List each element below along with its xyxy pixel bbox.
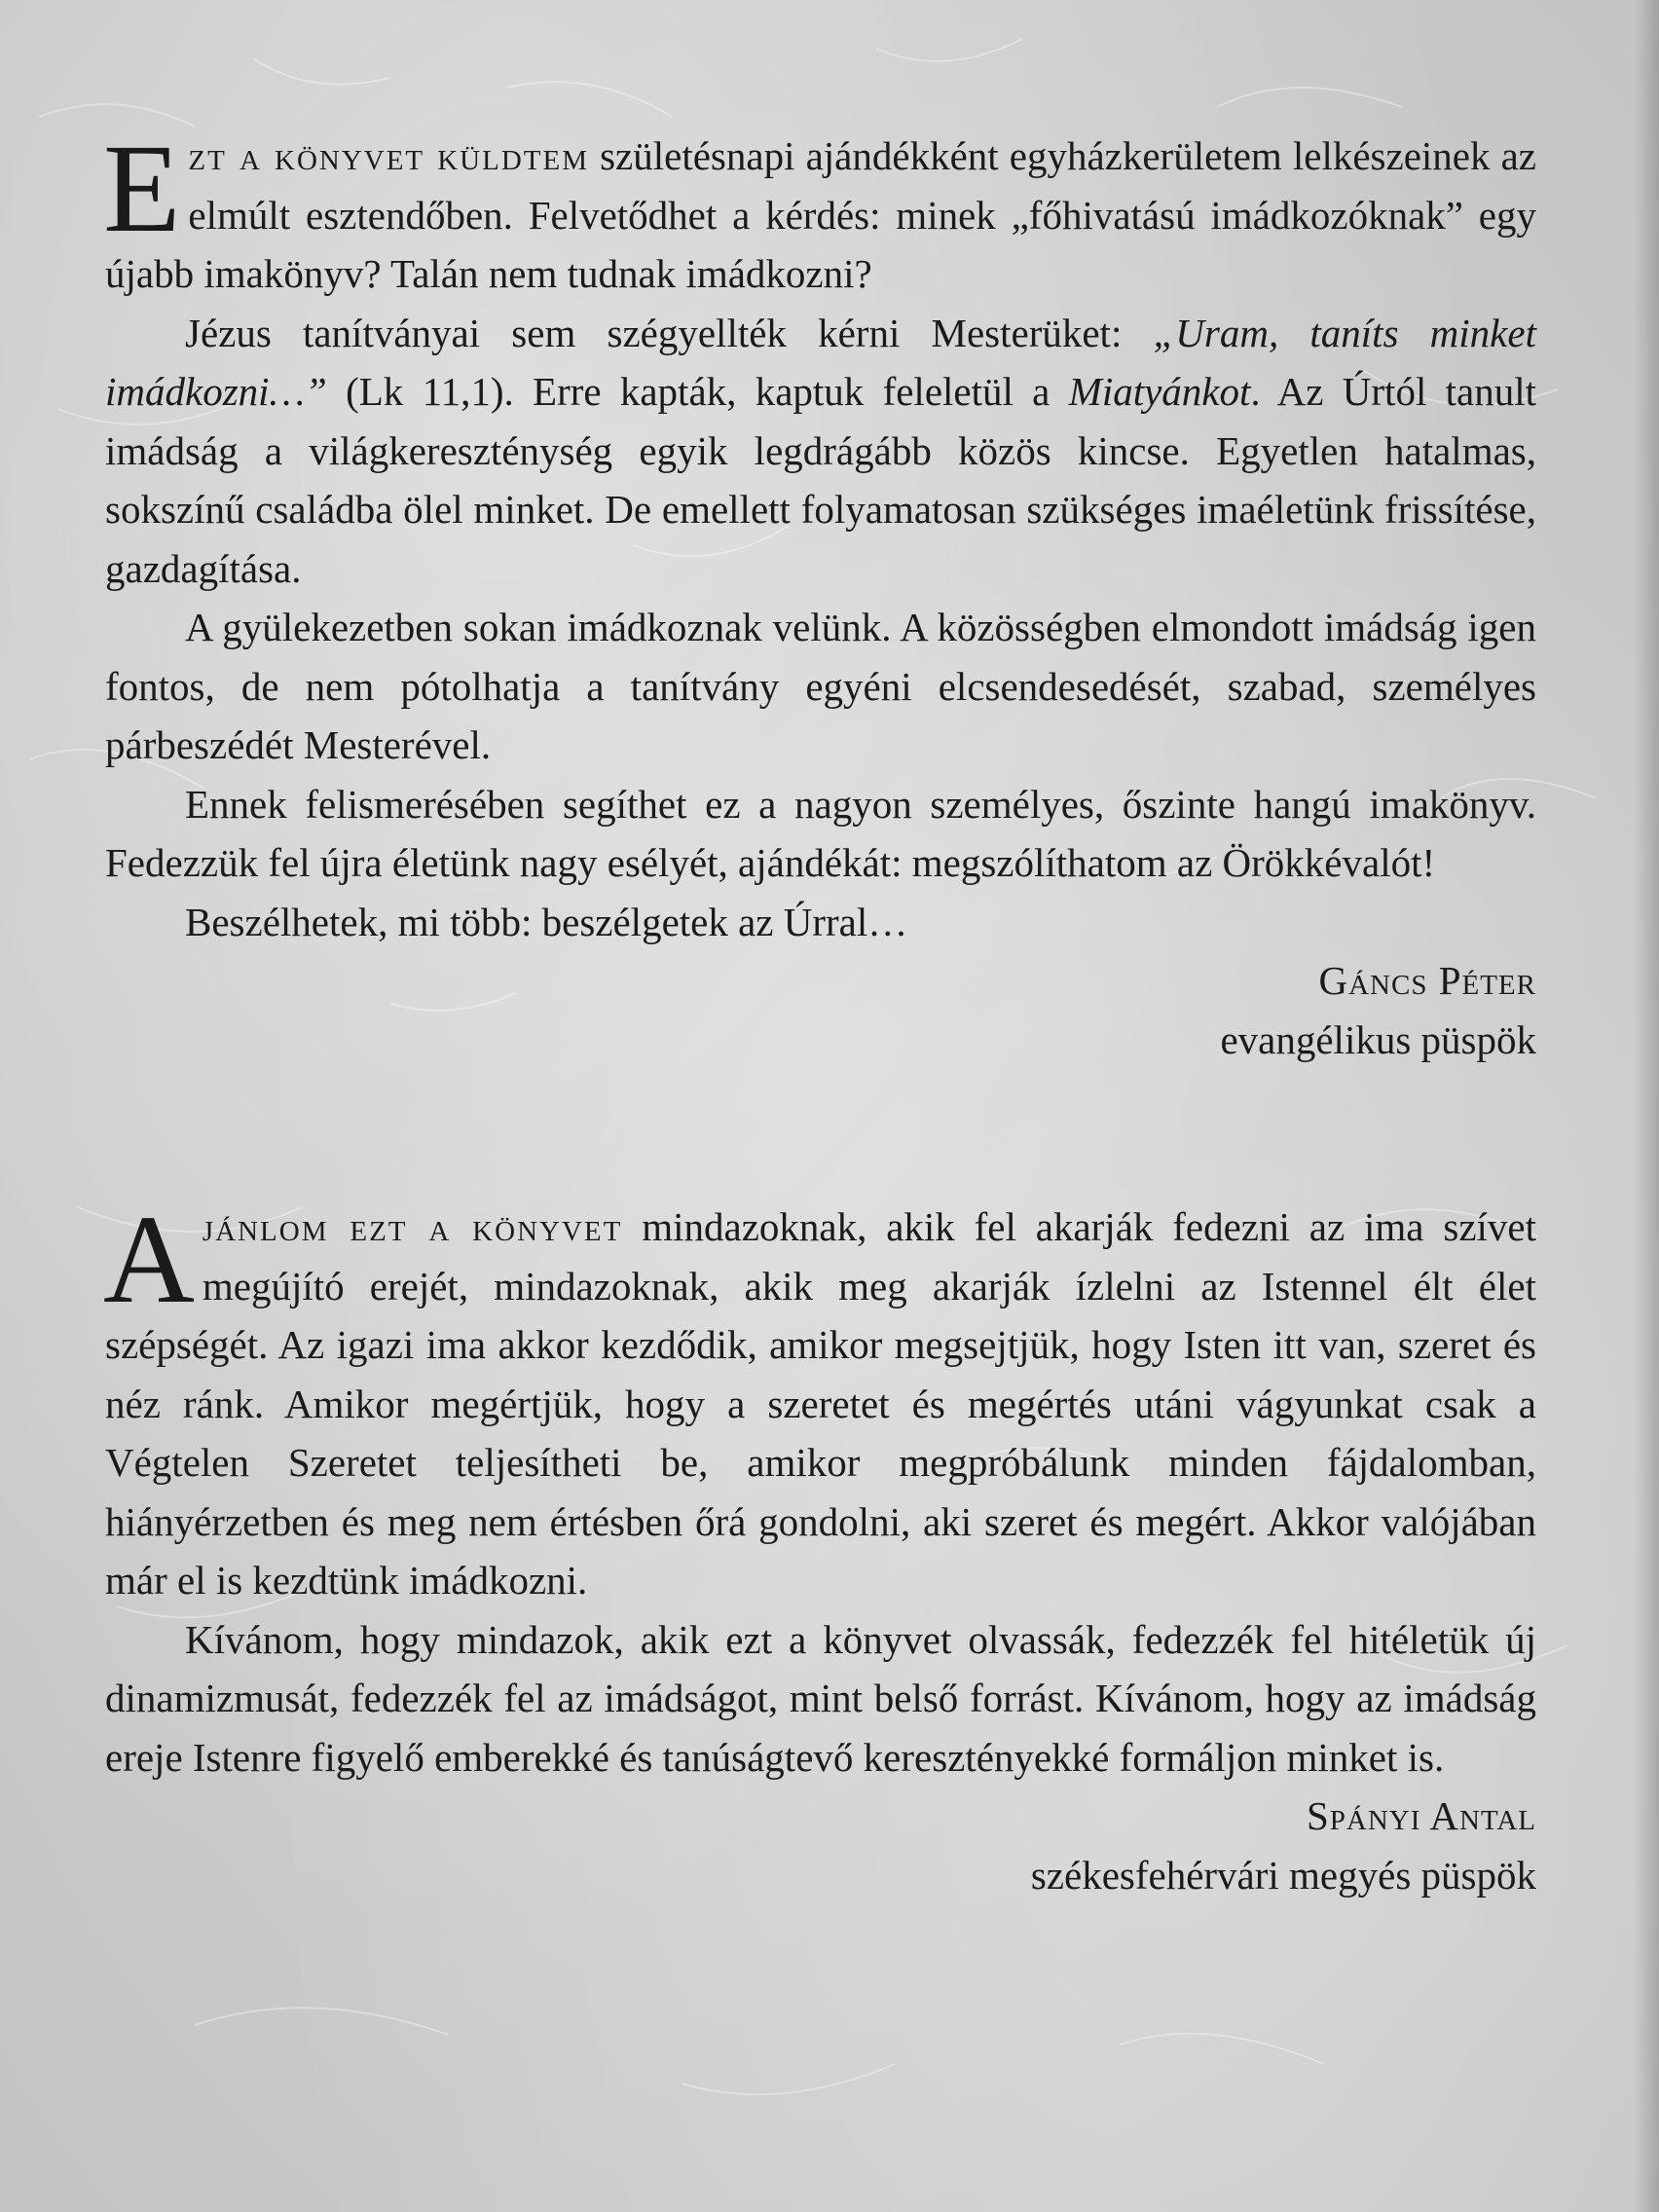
foreword-1-paragraph-1 bbox=[103, 119, 1536, 304]
foreword-1-paragraph-2 bbox=[105, 304, 1536, 599]
paragraph-text: Jézus tanítványai sem szégyellték kérni Mesterüket: bbox=[185, 310, 1154, 355]
lead-in-smallcaps: jánlom ezt a könyvet bbox=[202, 1204, 623, 1249]
signature-title: székesfehérvári megyés püspök bbox=[1030, 1852, 1536, 1898]
bible-quote: „Uram, taníts minket imádkozni…” bbox=[105, 310, 1536, 414]
foreword-1-paragraph-3: A gyülekezetben sokan imádkoznak velünk. A közösségben elmondott imádság igen fontos, de nem pótolhatja a tanítvány egyéni elcsendesedését, szabad, személyes párbeszédét Mesterével. bbox=[105, 605, 1536, 767]
book-page bbox=[103, 119, 1537, 1904]
signature-title: evangélikus püspök bbox=[1220, 1016, 1536, 1062]
foreword-1-paragraph-5: Beszélhetek, mi több: beszélgetek az Úrral… bbox=[185, 899, 908, 944]
foreword-section-2 bbox=[103, 1190, 1537, 1904]
signature-name: Spányi Antal bbox=[1306, 1793, 1536, 1838]
paragraph-text: (Lk 11,1). Erre kapták, kaptuk feleletül a bbox=[326, 369, 1069, 414]
book-spine-shadow bbox=[1634, 0, 1659, 2212]
paragraph-text: . Az Úrtól tanult imádság a világkereszténység egyik legdrágább közös kincse. Egyetlen hatalmas, sokszínű családba ölel minket. De emellett folyamatosan szükséges imaéletünk frissítése, gazdagítása. bbox=[105, 369, 1536, 591]
foreword-2-paragraph-2: Kívánom, hogy mindazok, akik ezt a könyvet olvassák, fedezzék fel hitéletük új dinamizmusát, fedezzék fel az imádságot, mint belső forrást. Kívánom, hogy az imádság ereje Istenre figyelő emberekké és tanúságtevő keresztényekké formáljon minket is. bbox=[105, 1616, 1536, 1780]
drop-cap-letter: E bbox=[103, 119, 181, 259]
paragraph-text: mindazoknak, akik fel akarják fedezni az ima szívet megújító erejét, mindazoknak, akik meg akarják ízlelni az Istennel élt élet szépségét. Az igazi ima akkor kezdődik, amikor megsejtjük, hogy Isten itt van, szeret és néz ránk. Amikor megértjük, hogy a szeretet és megértés utáni vágyunkat csak a Végtelen Szeretet teljesítheti be, amikor megpróbálunk minden fájdalomban, hiányérzetben és meg nem értésben őrá gondolni, aki szeret és megért. Akkor valójában már el is kezdtünk imádkozni. bbox=[105, 1204, 1537, 1603]
foreword-1-paragraph-4: Ennek felismerésében segíthet ez a nagyon személyes, őszinte hangú imakönyv. Fedezzük fel újra életünk nagy esélyét, ajándékát: megszólíthatom az Örökkévalót! bbox=[105, 781, 1536, 885]
drop-cap-letter: A bbox=[103, 1190, 195, 1330]
foreword-section-1 bbox=[103, 119, 1536, 1069]
paragraph-text: születésnapi ajándékként egyházkerületem lelkészeinek az elmúlt esztendőben. Felvetődhet a kérdés: minek „főhivatású imádkozóknak” egy újabb imakönyv? Talán nem tudnak imádkozni? bbox=[105, 133, 1536, 296]
signature-name: Gáncs Péter bbox=[1318, 958, 1536, 1003]
italic-term: Miatyánkot bbox=[1068, 369, 1251, 414]
foreword-2-paragraph-1 bbox=[103, 1190, 1537, 1610]
lead-in-smallcaps: zt a könyvet küldtem bbox=[188, 133, 589, 178]
